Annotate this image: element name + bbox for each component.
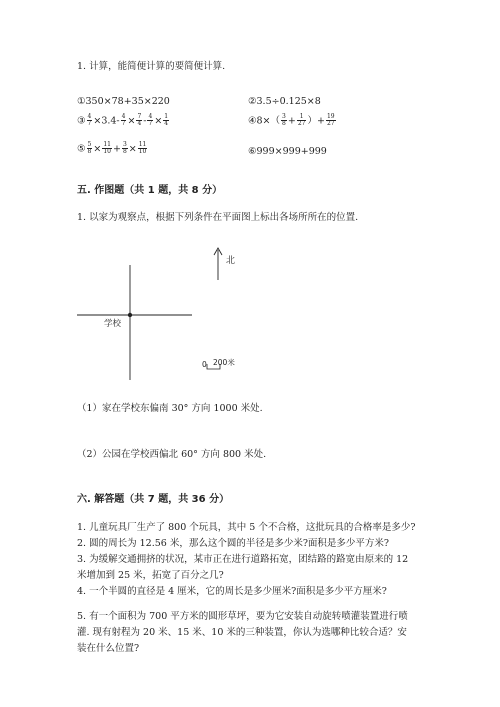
section-6-line-1: 1. 儿童玩具厂生产了 800 个玩具，其中 5 个不合格，这批玩具的合格率是多少? (77, 522, 416, 533)
calc-problem-5: ⑤ $\frac{5}{8}$ × $\frac{11}{10}$ + $\frac{3}{8}$ × $\frac{11}{10}$ (77, 141, 147, 156)
section-5-item-1: （1）家在学校东偏南 30° 方向 1000 米处. (77, 403, 263, 414)
section-6-line-3: 3. 为缓解交通拥挤的状况，某市正在进行道路拓宽，团结路的路宽由原来的 12 (77, 554, 409, 565)
fraction: $\frac{1}{27}$ (297, 113, 306, 128)
section-6-line-4: 米增加到 25 米，拓宽了百分之几? (77, 570, 224, 581)
section-5-item-2: （2）公园在学校西偏北 60° 方向 800 米处. (77, 449, 267, 460)
scale-label: 200米 (213, 358, 235, 367)
section-6-q5-line-1: 5. 有一个面积为 700 平方米的圆形草坪，要为它安装自动旋转喷灌装置进行喷 (77, 611, 408, 622)
section-6-line-2: 2. 圆的周长为 12.56 米，那么这个圆的半径是多少米?面积是多少平方米? (77, 538, 390, 549)
problem-5-label: ⑤ (77, 143, 86, 155)
fraction: $\frac{4}{7}$ (121, 113, 126, 128)
fraction: $\frac{4}{7}$ (148, 113, 153, 128)
calc-problem-2: ②3.5÷0.125×8 (248, 96, 321, 107)
section-6-line-5: 4. 一个半圆的直径是 4 厘米，它的周长是多少厘米?面积是多少平方厘米? (77, 586, 387, 597)
fraction: $\frac{5}{8}$ (87, 141, 92, 156)
calc-problem-6: ⑥999×999+999 (248, 146, 327, 157)
section-6-q5-line-2: 灌. 现有射程为 20 米、15 米、10 米的三种装置，你认为选哪种比较合适？安 (77, 627, 407, 638)
fraction: $\frac{11}{10}$ (103, 141, 111, 156)
fraction: $\frac{3}{8}$ (122, 141, 127, 156)
calc-problem-3: ③ $\frac{4}{7}$ ×3.4- $\frac{4}{7}$ × $\frac{7}{4}$ - $\frac{4}{7}$ × $\frac{1}{4}$ (77, 113, 169, 128)
fraction: $\frac{7}{4}$ (137, 113, 142, 128)
fraction: $\frac{3}{8}$ (282, 113, 286, 128)
north-label: 北 (226, 256, 236, 266)
section-5-question: 1. 以家为观察点，根据下列条件在平面图上标出各场所所在的位置. (77, 212, 359, 223)
calc-heading: 1. 计算，能简便计算的要简便计算. (77, 61, 226, 72)
section-6-q5-line-3: 装在什么位置? (77, 643, 140, 654)
problem-4-label: ④8×（ (248, 115, 281, 127)
problem-3-label: ③ (77, 115, 86, 127)
section-6-title: 六. 解答题（共 7 题，共 36 分） (77, 494, 230, 505)
school-point (128, 313, 132, 317)
fraction: $\frac{19}{27}$ (326, 113, 335, 128)
map-diagram (70, 240, 290, 380)
school-label: 学校 (104, 319, 122, 329)
fraction: $\frac{1}{4}$ (164, 113, 169, 128)
fraction: $\frac{4}{7}$ (87, 113, 92, 128)
section-5-title: 五. 作图题（共 1 题，共 8 分） (77, 185, 223, 196)
scale-zero: 0 (202, 360, 207, 369)
calc-problem-1: ①350×78+35×220 (77, 96, 170, 107)
calc-problem-4: ④8×（ $\frac{3}{8}$ + $\frac{1}{27}$ ）+ $\frac{19}{27}$ (248, 113, 335, 128)
fraction: $\frac{11}{10}$ (138, 141, 147, 156)
